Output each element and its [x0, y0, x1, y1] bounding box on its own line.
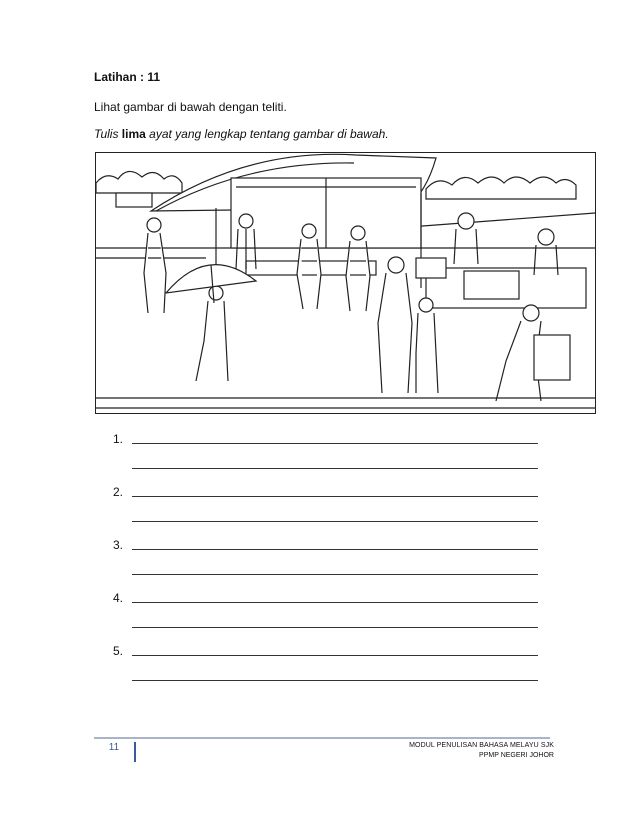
footer-rule: [94, 737, 550, 739]
bushes-left: [96, 171, 182, 193]
answer-number-2: 2.: [113, 485, 124, 499]
footer-organization: PPMP NEGERI JOHOR: [479, 752, 554, 759]
answer-number-5: 5.: [113, 644, 124, 658]
answer-line[interactable]: [132, 680, 538, 681]
sign-board: [116, 193, 152, 207]
answer-line[interactable]: [132, 627, 538, 628]
answer-number-1: 1.: [113, 432, 124, 446]
answer-line[interactable]: [132, 574, 538, 575]
answer-line[interactable]: [132, 443, 538, 444]
answer-line[interactable]: [132, 655, 538, 656]
exercise-title: Latihan : 11: [94, 70, 161, 84]
footer-module-title: MODUL PENULISAN BAHASA MELAYU SJK: [409, 742, 554, 749]
instruction-write: [94, 127, 389, 141]
answer-line[interactable]: [132, 549, 538, 550]
bushes-right: [426, 177, 576, 199]
instruction-look: Lihat gambar di bawah dengan teliti.: [94, 100, 287, 114]
page-number: 11: [94, 742, 136, 762]
basket: [534, 335, 570, 380]
answer-line[interactable]: [132, 602, 538, 603]
instruction-write-post: ayat yang lengkap tentang gambar di bawah.: [149, 127, 389, 141]
instruction-write-pre: Tulis: [94, 127, 119, 141]
answer-line[interactable]: [132, 468, 538, 469]
answer-line[interactable]: [132, 521, 538, 522]
answer-line[interactable]: [132, 496, 538, 497]
instruction-write-count: lima: [121, 127, 146, 141]
answer-number-4: 4.: [113, 591, 124, 605]
answer-number-3: 3.: [113, 538, 124, 552]
bench: [246, 261, 376, 275]
bus-stop-scene-illustration: [95, 152, 596, 414]
